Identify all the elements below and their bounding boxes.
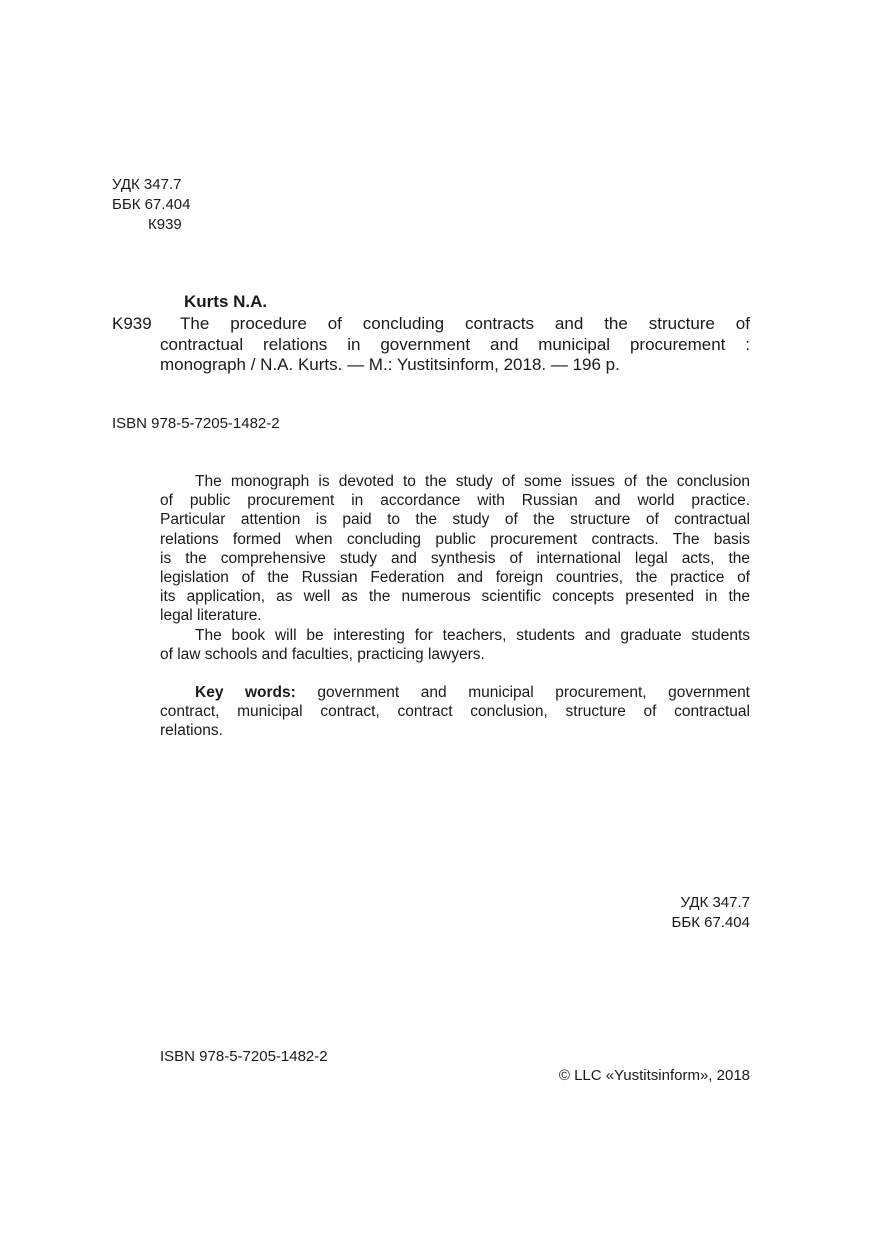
keywords-line: relations. [160,722,223,740]
keywords-text: government and municipal procurement, government [295,684,750,702]
keywords-line: contract, municipal contract, contract conclusion, structure of contractual [160,703,750,721]
isbn-bottom: ISBN 978-5-7205-1482-2 [160,1048,328,1065]
copyright-notice: © LLC «Yustitsinform», 2018 [558,1067,750,1084]
abstract-line: legislation of the Russian Federation and foreign countries, the practice of [160,569,750,587]
bibliographic-description [160,314,750,376]
udk-code: УДК 347.7 [112,176,182,193]
abstract-line: relations formed when concluding public procurement contracts. The basis [160,530,750,548]
keywords-label: Key words: [195,684,296,702]
classification-bottom [560,893,750,933]
author-mark: К939 [148,216,182,233]
bib-line: monograph / N.A. Kurts. — M.: Yustitsinform, 2018. — 196 p. [160,355,620,374]
udk-code: УДК 347.7 [680,894,750,911]
paragraph-gap [160,664,750,683]
author-name: Kurts N.A. [184,292,268,311]
bbk-code: ББК 67.404 [671,914,750,931]
abstract-line: legal literature. [160,607,262,625]
abstract-line: is the comprehensive study and synthesis of international legal acts, the [160,549,750,567]
keywords-line [160,683,750,702]
classification-top [112,175,190,235]
bib-line: contractual relations in government and municipal procurement : [160,334,750,354]
abstract-line: of public procurement in accordance with Russian and world practice. [160,492,750,510]
abstract-line: Particular attention is paid to the study of the structure of contractual [160,511,750,529]
catalog-code: K939 [112,314,152,333]
audience-line: of law schools and faculties, practicing lawyers. [160,645,485,663]
bib-line: The procedure of concluding contracts and the structure of [180,314,750,333]
abstract-line: The monograph is devoted to the study of some issues of the conclusion [195,473,750,490]
bbk-code: ББК 67.404 [112,196,191,213]
isbn-top: ISBN 978-5-7205-1482-2 [112,415,280,432]
abstract [160,472,750,741]
abstract-line: its application, as well as the numerous scientific concepts presented in the [160,588,750,606]
audience-line: The book will be interesting for teachers, students and graduate students [195,626,750,644]
